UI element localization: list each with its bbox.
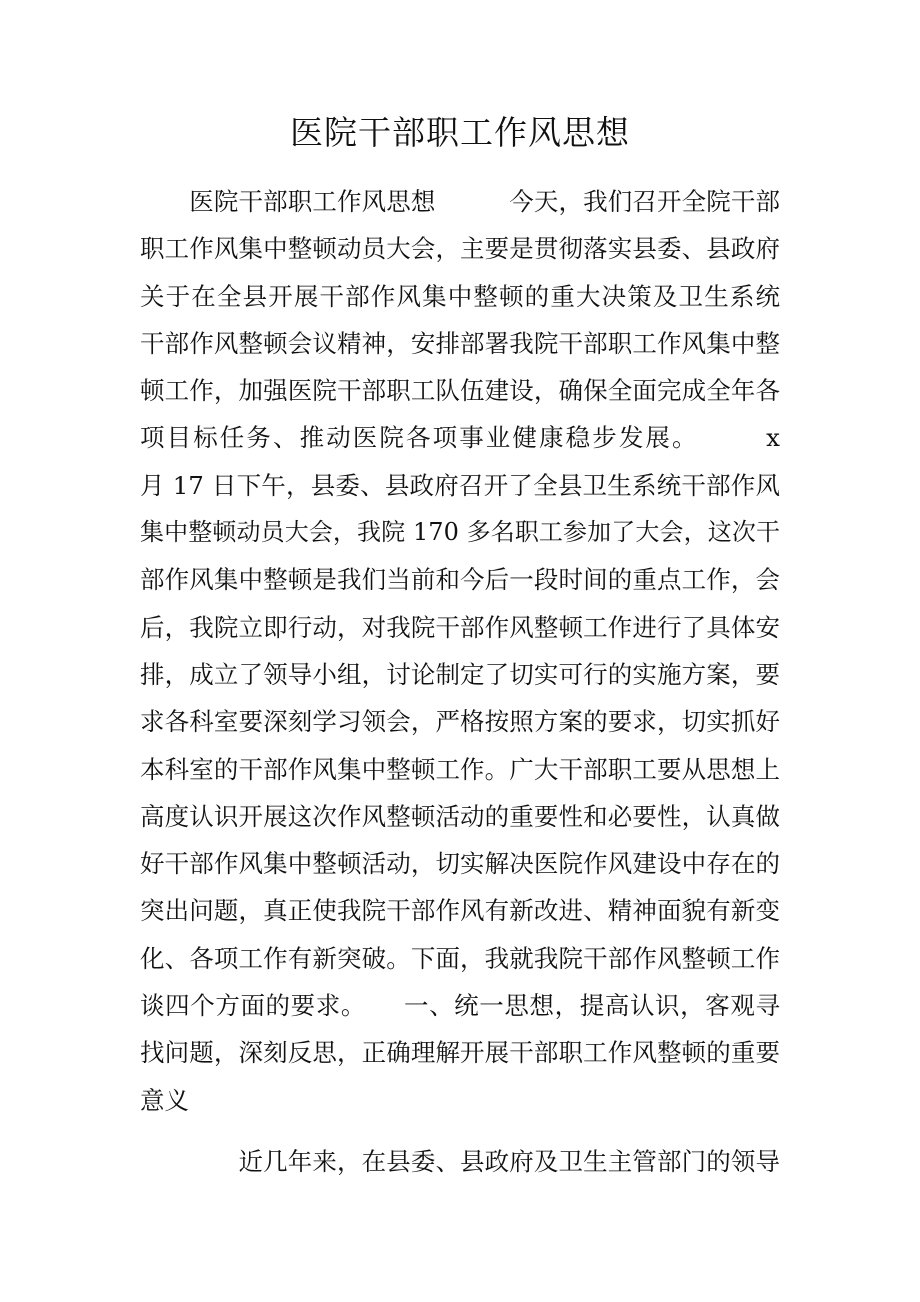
paragraph-line: 项目标任务、推动医院各项事业健康稳步发展。 x [140, 423, 780, 453]
paragraph-line: 本科室的干部作风集中整顿工作。广大干部职工要从思想上 [140, 754, 780, 784]
paragraph-line: 关于在全县开展干部作风集中整顿的重大决策及卫生系统 [140, 281, 780, 311]
paragraph-line: 集中整顿动员大会，我院 170 多名职工参加了大会，这次干 [140, 518, 780, 547]
paragraph-line: 化、各项工作有新突破。下面，我就我院干部作风整顿工作 [140, 943, 780, 973]
paragraph-line: 高度认识开展这次作风整顿活动的重要性和必要性，认真做 [140, 801, 780, 831]
paragraph-line: 突出问题，真正使我院干部作风有新改进、精神面貌有新变 [140, 896, 780, 926]
paragraph-line: 职工作风集中整顿动员大会，主要是贯彻落实县委、县政府 [140, 234, 780, 264]
paragraph-1 [140, 178, 780, 1124]
paragraph-line: 近几年来，在县委、县政府及卫生主管部门的领导 [140, 1147, 780, 1176]
paragraph-line: 部作风集中整顿是我们当前和今后一段时间的重点工作，会 [140, 565, 780, 595]
paragraph-line: 后，我院立即行动，对我院干部作风整顿工作进行了具体安 [140, 612, 780, 642]
document-title: 医院干部职工作风思想 [290, 113, 630, 152]
paragraph-line: 干部作风整顿会议精神，安排部署我院干部职工作风集中整 [140, 328, 780, 358]
paragraph-line: 顿工作，加强医院干部职工队伍建设，确保全面完成全年各 [140, 376, 780, 406]
paragraph-line: 月 17 日下午，县委、县政府召开了全县卫生系统干部作风 [140, 470, 780, 500]
paragraph-line: 排，成立了领导小组，讨论制定了切实可行的实施方案，要 [140, 659, 780, 689]
paragraph-line: 好干部作风集中整顿活动，切实解决医院作风建设中存在的 [140, 849, 780, 879]
paragraph-line: 找问题，深刻反思，正确理解开展干部职工作风整顿的重要 [140, 1038, 780, 1068]
paragraph-line: 谈四个方面的要求。 一、统一思想，提高认识，客观寻 [140, 991, 780, 1021]
paragraph-line: 求各科室要深刻学习领会，严格按照方案的要求，切实抓好 [140, 707, 780, 737]
paragraph-line: 医院干部职工作风思想 今天，我们召开全院干部 [140, 187, 780, 216]
paragraph-line: 意义 [140, 1085, 189, 1115]
paragraph-2 [140, 1138, 780, 1185]
